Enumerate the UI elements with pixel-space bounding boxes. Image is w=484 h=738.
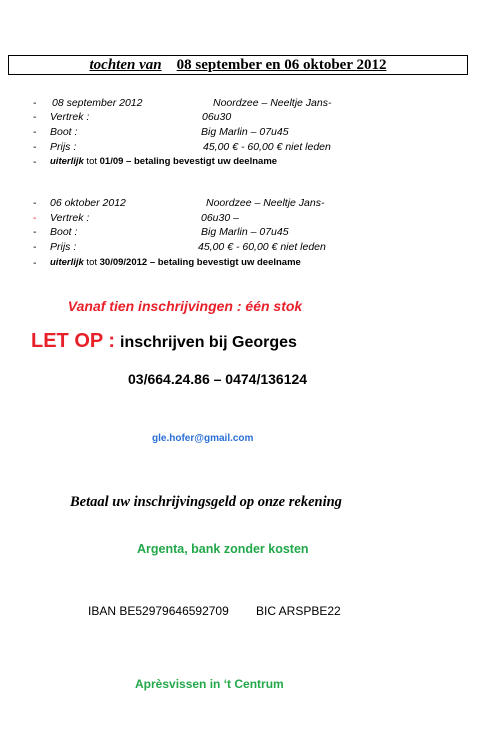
announcement: Vanaf tien inschrijvingen : één stok [67,298,303,314]
tour-1-price-row [0,141,484,155]
tour-1-departure-row [0,111,484,125]
footer-note: Aprèsvissen in ‘t Centrum [135,677,284,691]
iban: IBAN BE52979646592709 [88,604,229,618]
bullet: - [33,126,37,138]
tour-1-payment: uiterlijk tot 01/09 – betaling bevestigt uw deelname [50,156,278,167]
tour-2-location: Noordzee – Neeltje Jans- [206,197,325,209]
bullet: - [33,212,37,224]
tour-2-price: 45,00 € - 60,00 € niet leden [198,241,326,253]
tour-2-boat: Big Marlin – 07u45 [201,226,289,238]
tour-2-price-label: Prijs : [50,241,77,253]
bank-name: Argenta, bank zonder kosten [137,542,309,556]
tour-2-boat-label: Boot : [50,226,78,238]
tour-2-price-row [0,241,484,255]
title-prefix: tochten van [89,57,162,73]
tour-2-boat-row [0,226,484,240]
payment-note: Betaal uw inschrijvingsgeld op onze rekening [70,494,342,510]
tour-1-location: Noordzee – Neeltje Jans- [213,97,332,109]
bic: BIC ARSPBE22 [256,604,341,618]
title-dates: 08 september en 06 oktober 2012 [176,57,387,73]
tour-1-departure-label: Vertrek : [50,111,90,123]
bullet: - [33,156,37,168]
tour-2-payment-row [0,257,484,271]
email-link[interactable]: gle.hofer@gmail.com [152,433,254,444]
tour-2-departure-label: Vertrek : [50,212,90,224]
tour-2-departure: 06u30 – [201,212,239,224]
tour-1-price: 45,00 € - 60,00 € niet leden [203,141,331,153]
bullet: - [33,257,37,269]
bullet: - [33,226,37,238]
tour-1-boat-row [0,126,484,140]
tour-1-payment-row [0,156,484,170]
bullet: - [33,241,37,253]
bullet: - [33,97,37,109]
tour-2-date: 06 oktober 2012 [50,197,126,209]
phone-numbers: 03/664.24.86 – 0474/136124 [128,371,308,387]
tour-1-boat-label: Boot : [50,126,78,138]
tour-1-date-row [0,97,484,111]
tour-2-date-row [0,197,484,211]
bullet: - [33,141,37,153]
bullet: - [33,111,37,123]
tour-2-payment: uiterlijk tot 30/09/2012 – betaling bevestigt uw deelname [50,257,301,268]
let-op-label: LET OP : [31,330,116,352]
tour-2-departure-row [0,212,484,226]
bullet: - [33,197,37,209]
let-op-text: inschrijven bij Georges [120,334,297,351]
tour-1-date: 08 september 2012 [52,97,143,109]
page-title [8,55,468,75]
tour-1-departure: 06u30 [202,111,232,123]
tour-1-boat: Big Marlin – 07u45 [201,126,289,138]
tour-1-price-label: Prijs : [50,141,77,153]
